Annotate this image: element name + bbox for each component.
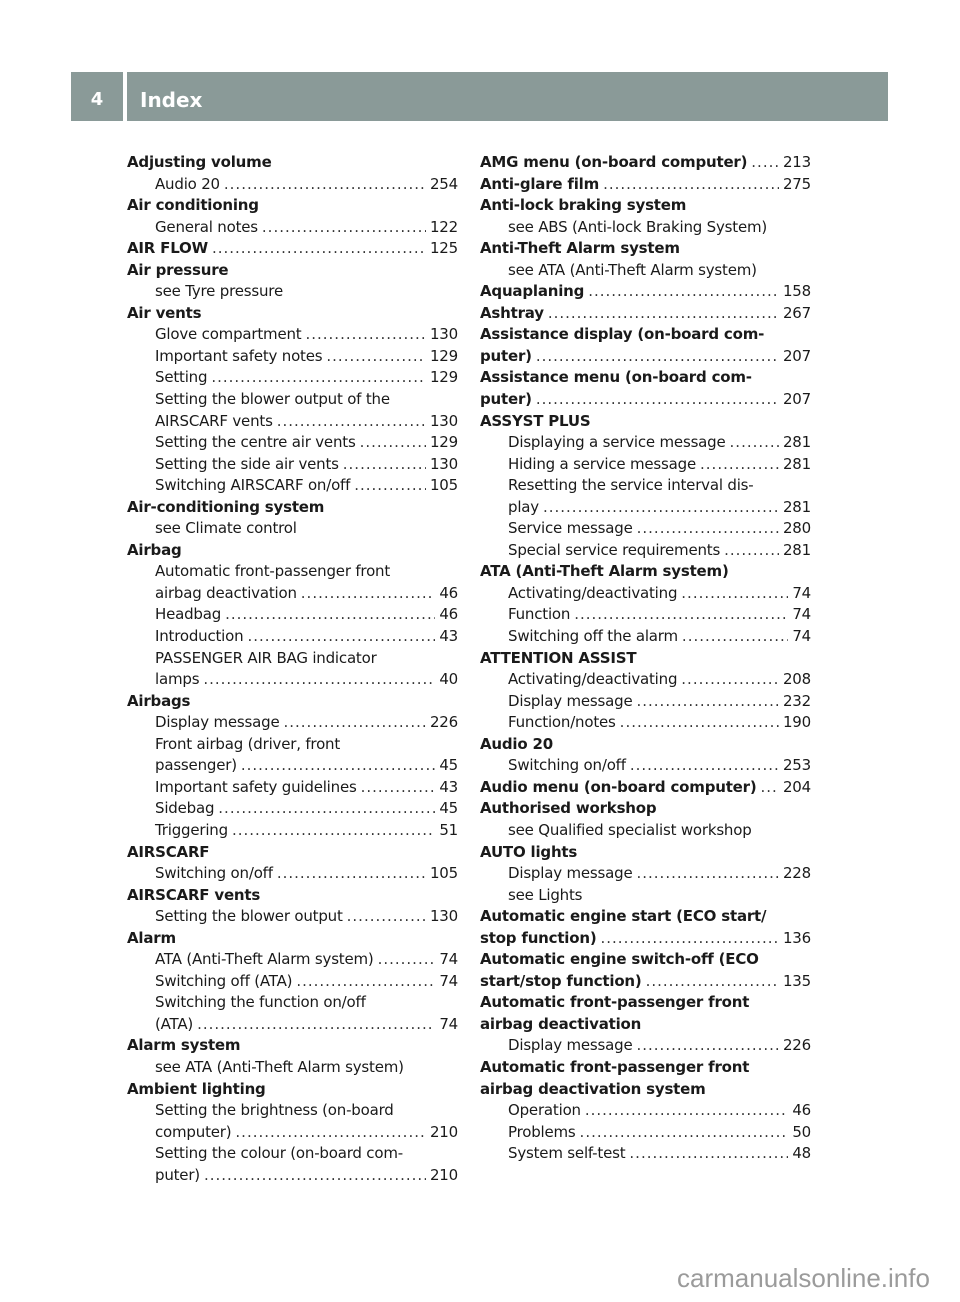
entry-text: AIR FLOW <box>127 239 208 258</box>
page-reference: 228 <box>782 864 811 883</box>
index-heading <box>480 174 811 196</box>
entry-text: Air vents <box>127 303 202 322</box>
entry-text: Authorised workshop <box>480 799 657 818</box>
entry-text: Setting the brightness (on-board <box>155 1101 394 1120</box>
entry-text: Service message <box>508 519 633 538</box>
index-subentry <box>127 648 458 670</box>
entry-text: Setting the blower output <box>155 907 343 926</box>
page-reference: 210 <box>429 1122 458 1141</box>
entry-text: Problems <box>508 1122 576 1141</box>
index-subentry <box>127 863 458 885</box>
entry-text: Alarm system <box>127 1036 241 1055</box>
entry-text: airbag deactivation <box>155 583 297 602</box>
index-heading <box>480 798 811 820</box>
entry-text: Setting the blower output of the <box>155 390 390 409</box>
index-subentry <box>127 755 458 777</box>
page-reference: 204 <box>782 777 811 796</box>
page-reference: 43 <box>439 627 458 646</box>
index-subentry <box>127 324 458 346</box>
dot-leader <box>580 1122 789 1144</box>
entry-text: Triggering <box>155 820 228 839</box>
entry-text: Setting the side air vents <box>155 454 339 473</box>
page-reference: 46 <box>439 583 458 602</box>
index-heading <box>480 949 811 971</box>
index-heading <box>127 928 458 950</box>
page-reference: 51 <box>439 820 458 839</box>
page-reference: 208 <box>782 670 811 689</box>
dot-leader <box>301 583 436 605</box>
index-subentry <box>480 1122 811 1144</box>
entry-text: Assistance menu (on-board com- <box>480 368 752 387</box>
index-subentry <box>127 346 458 368</box>
dot-leader <box>620 712 779 734</box>
dot-leader <box>700 454 779 476</box>
watermark: carmanualsonline.info <box>677 1263 930 1293</box>
index-heading <box>127 497 458 519</box>
entry-text: Activating/deactivating <box>508 583 678 602</box>
entry-text: Automatic front-passenger front <box>155 562 391 581</box>
entry-text: Audio menu (on-board computer) <box>480 777 757 796</box>
entry-text: Switching AIRSCARF on/off <box>155 476 351 495</box>
index-heading <box>480 152 811 174</box>
entry-text: Switching on/off <box>508 756 626 775</box>
entry-text: see Tyre pressure <box>155 282 283 301</box>
entry-text: airbag deactivation <box>480 1014 642 1033</box>
index-subentry <box>127 174 458 196</box>
page-reference: 281 <box>782 433 811 452</box>
page-reference: 46 <box>439 605 458 624</box>
entry-text: Switching off (ATA) <box>155 971 293 990</box>
entry-text: Anti-lock braking system <box>480 196 687 215</box>
dot-leader <box>354 475 426 497</box>
dot-leader <box>224 174 426 196</box>
index-heading <box>480 1057 811 1079</box>
entry-text: Glove compartment <box>155 325 302 344</box>
entry-text: AIRSCARF vents <box>155 411 273 430</box>
dot-leader <box>262 217 426 239</box>
index-heading <box>127 885 458 907</box>
index-subentry <box>127 626 458 648</box>
page-reference: 281 <box>782 454 811 473</box>
entry-text: System self-test <box>508 1144 626 1163</box>
index-subentry <box>127 367 458 389</box>
page-reference: 280 <box>782 519 811 538</box>
entry-text: AMG menu (on-board computer) <box>480 153 748 171</box>
index-subentry <box>127 561 458 583</box>
index-heading <box>480 1079 811 1101</box>
index-subentry <box>127 1165 458 1187</box>
dot-leader <box>277 863 426 885</box>
dot-leader <box>761 777 779 799</box>
entry-text: Ashtray <box>480 303 544 322</box>
entry-text: Headbag <box>155 605 222 624</box>
dot-leader <box>724 540 779 562</box>
entry-text: Display message <box>508 691 633 710</box>
page-reference: 48 <box>792 1144 811 1163</box>
entry-text: Air-conditioning system <box>127 497 325 516</box>
dot-leader <box>343 454 426 476</box>
index-subentry <box>127 820 458 842</box>
entry-text: see Qualified specialist workshop <box>508 820 752 839</box>
dot-leader <box>283 712 425 734</box>
page-reference: 130 <box>429 454 458 473</box>
page-reference: 226 <box>782 1036 811 1055</box>
entry-text: Displaying a service message <box>508 433 726 452</box>
dot-leader <box>536 389 779 411</box>
index-subentry <box>127 949 458 971</box>
page-reference: 281 <box>782 540 811 559</box>
page-reference: 74 <box>792 627 811 646</box>
page-reference: 45 <box>439 799 458 818</box>
page-reference: 122 <box>429 217 458 236</box>
dot-leader <box>603 174 779 196</box>
index-heading <box>480 777 811 799</box>
dot-leader <box>204 1165 426 1187</box>
index-subentry <box>480 518 811 540</box>
page-reference: 232 <box>782 691 811 710</box>
entry-text: puter) <box>155 1165 200 1184</box>
entry-text: (ATA) <box>155 1014 194 1033</box>
entry-text: Setting <box>155 368 208 387</box>
index-subentry <box>480 691 811 713</box>
index-subentry <box>480 712 811 734</box>
entry-text: Special service requirements <box>508 540 721 559</box>
dot-leader <box>277 411 426 433</box>
index-heading <box>480 906 811 928</box>
dot-leader <box>730 432 779 454</box>
dot-leader <box>682 626 788 648</box>
dot-leader <box>636 1035 778 1057</box>
index-heading <box>127 152 458 174</box>
entry-text: Automatic engine switch-off (ECO <box>480 950 759 969</box>
entry-text: airbag deactivation system <box>480 1079 706 1098</box>
index-heading <box>480 324 811 346</box>
index-subentry <box>480 820 811 842</box>
entry-text: Sidebag <box>155 799 215 818</box>
dot-leader <box>326 346 426 368</box>
page-reference: 74 <box>439 950 458 969</box>
index-subentry <box>480 432 811 454</box>
index-heading <box>127 842 458 864</box>
entry-text: Automatic front-passenger front <box>480 993 750 1012</box>
index-heading <box>480 971 811 993</box>
page-reference: 40 <box>439 670 458 689</box>
entry-text: puter) <box>480 346 532 365</box>
index-heading <box>480 367 811 389</box>
index-heading <box>127 260 458 282</box>
index-heading <box>480 195 811 217</box>
entry-text: Setting the centre air vents <box>155 433 356 452</box>
entry-text: passenger) <box>155 756 237 775</box>
page-reference: 210 <box>429 1165 458 1184</box>
index-heading <box>127 303 458 325</box>
index-heading <box>127 540 458 562</box>
entry-text: Resetting the service interval dis- <box>508 476 754 495</box>
index-subentry <box>127 217 458 239</box>
entry-text: ASSYST PLUS <box>480 411 591 430</box>
page-reference: 74 <box>792 583 811 602</box>
dot-leader <box>536 346 779 368</box>
page-reference: 207 <box>782 390 811 409</box>
entry-text: Display message <box>155 713 280 732</box>
entry-text: play <box>508 497 539 516</box>
index-subentry <box>127 432 458 454</box>
index-subentry <box>127 1143 458 1165</box>
entry-text: see ATA (Anti-Theft Alarm system) <box>155 1057 404 1076</box>
index-subentry <box>127 454 458 476</box>
index-heading <box>480 238 811 260</box>
entry-text: Switching on/off <box>155 864 273 883</box>
entry-text: Airbag <box>127 540 182 559</box>
index-subentry <box>480 1100 811 1122</box>
entry-text: Audio 20 <box>155 174 220 193</box>
page-reference: 190 <box>782 713 811 732</box>
index-heading <box>127 238 458 260</box>
dot-leader <box>574 604 788 626</box>
entry-text: computer) <box>155 1122 232 1141</box>
entry-text: Activating/deactivating <box>508 670 678 689</box>
index-subentry <box>480 454 811 476</box>
index-subentry <box>127 1014 458 1036</box>
page-reference: 74 <box>792 605 811 624</box>
index-subentry <box>127 411 458 433</box>
index-heading <box>480 842 811 864</box>
dot-leader <box>636 863 778 885</box>
entry-text: Function <box>508 605 571 624</box>
index-heading <box>480 992 811 1014</box>
dot-leader <box>347 906 426 928</box>
entry-text: Front airbag (driver, front <box>155 734 341 753</box>
index-heading <box>127 1035 458 1057</box>
index-subentry <box>480 1143 811 1165</box>
entry-text: Anti-Theft Alarm system <box>480 239 680 258</box>
index-subentry <box>127 583 458 605</box>
index-heading <box>127 195 458 217</box>
entry-text: Introduction <box>155 627 244 646</box>
dot-leader <box>296 971 435 993</box>
entry-text: Air pressure <box>127 260 229 279</box>
entry-text: ATTENTION ASSIST <box>480 648 637 667</box>
page-reference: 253 <box>782 756 811 775</box>
entry-text: see ABS (Anti-lock Braking System) <box>508 217 768 236</box>
dot-leader <box>211 367 426 389</box>
entry-text: see Climate control <box>155 519 297 538</box>
entry-text: Adjusting volume <box>127 153 272 171</box>
dot-leader <box>218 798 435 820</box>
page-reference: 135 <box>782 971 811 990</box>
page-reference: 281 <box>782 497 811 516</box>
entry-text: Display message <box>508 1036 633 1055</box>
page-reference: 275 <box>782 174 811 193</box>
dot-leader <box>360 432 426 454</box>
index-heading <box>480 346 811 368</box>
entry-text: Airbags <box>127 691 191 710</box>
index-subentry <box>480 885 811 907</box>
index-heading <box>480 648 811 670</box>
dot-leader <box>629 1143 788 1165</box>
entry-text: Ambient lighting <box>127 1079 266 1098</box>
index-heading <box>480 281 811 303</box>
page-reference: 74 <box>439 971 458 990</box>
dot-leader <box>361 777 436 799</box>
dot-leader <box>681 583 788 605</box>
dot-leader <box>646 971 779 993</box>
entry-text: Aquaplaning <box>480 282 585 301</box>
page-reference: 50 <box>792 1122 811 1141</box>
page-reference: 136 <box>782 928 811 947</box>
index-subentry <box>127 798 458 820</box>
entry-text: stop function) <box>480 928 597 947</box>
index-subentry <box>480 583 811 605</box>
dot-leader <box>241 755 435 777</box>
entry-text: lamps <box>155 670 200 689</box>
dot-leader <box>203 669 435 691</box>
page-reference: 43 <box>439 777 458 796</box>
index-subentry <box>127 971 458 993</box>
index-heading <box>480 389 811 411</box>
page-reference: 130 <box>429 907 458 926</box>
index-subentry <box>127 992 458 1014</box>
entry-text: Anti-glare film <box>480 174 600 193</box>
index-subentry <box>480 863 811 885</box>
entry-text: Important safety guidelines <box>155 777 357 796</box>
page-reference: 125 <box>429 239 458 258</box>
dot-leader <box>378 949 436 971</box>
page-reference: 129 <box>429 346 458 365</box>
page-reference: 45 <box>439 756 458 775</box>
dot-leader <box>197 1014 435 1036</box>
entry-text: Assistance display (on-board com- <box>480 325 765 344</box>
index-subentry <box>480 217 811 239</box>
index-subentry <box>480 260 811 282</box>
dot-leader <box>235 1122 426 1144</box>
page-number: 4 <box>71 72 123 121</box>
dot-leader <box>212 238 426 260</box>
index-subentry <box>480 669 811 691</box>
entry-text: start/stop function) <box>480 971 642 990</box>
index-subentry <box>480 604 811 626</box>
page-reference: 207 <box>782 346 811 365</box>
index-subentry <box>127 281 458 303</box>
dot-leader <box>636 691 778 713</box>
index-subentry <box>127 475 458 497</box>
dot-leader <box>543 497 779 519</box>
entry-text: Operation <box>508 1101 581 1120</box>
index-subentry <box>127 389 458 411</box>
page-reference: 158 <box>782 282 811 301</box>
dot-leader <box>247 626 435 648</box>
entry-text: AIRSCARF vents <box>127 885 261 904</box>
index-subentry <box>480 497 811 519</box>
page-reference: 129 <box>429 433 458 452</box>
entry-text: Function/notes <box>508 713 616 732</box>
page-reference: 254 <box>429 174 458 193</box>
dot-leader <box>585 1100 788 1122</box>
entry-text: PASSENGER AIR BAG indicator <box>155 648 377 667</box>
entry-text: Automatic engine start (ECO start/ <box>480 907 767 926</box>
index-subentry <box>127 1122 458 1144</box>
entry-text: Important safety notes <box>155 346 323 365</box>
index-heading <box>127 1079 458 1101</box>
page-reference: 74 <box>439 1014 458 1033</box>
entry-text: puter) <box>480 390 532 409</box>
index-column-left <box>127 152 458 1186</box>
page-reference: 130 <box>429 325 458 344</box>
entry-text: General notes <box>155 217 258 236</box>
index-heading <box>480 561 811 583</box>
index-subentry <box>480 475 811 497</box>
index-subentry <box>127 1100 458 1122</box>
page-reference: 46 <box>792 1101 811 1120</box>
entry-text: AIRSCARF <box>127 842 210 861</box>
dot-leader <box>601 928 779 950</box>
index-subentry <box>127 712 458 734</box>
index-heading <box>480 411 811 433</box>
entry-text: ATA (Anti-Theft Alarm system) <box>480 562 729 581</box>
page-reference: 213 <box>782 153 811 171</box>
dot-leader <box>637 518 779 540</box>
index-heading <box>480 734 811 756</box>
index-subentry <box>480 626 811 648</box>
index-column-right <box>480 152 811 1165</box>
dot-leader <box>548 303 779 325</box>
entry-text: AUTO lights <box>480 842 578 861</box>
page-reference: 130 <box>429 411 458 430</box>
index-subentry <box>480 755 811 777</box>
dot-leader <box>305 324 426 346</box>
entry-text: Air conditioning <box>127 196 259 215</box>
page-reference: 226 <box>429 713 458 732</box>
index-subentry <box>127 1057 458 1079</box>
index-heading <box>480 303 811 325</box>
dot-leader <box>681 669 779 691</box>
index-subentry <box>127 518 458 540</box>
page-reference: 129 <box>429 368 458 387</box>
dot-leader <box>751 152 779 174</box>
entry-text: see Lights <box>508 885 583 904</box>
index-subentry <box>480 1035 811 1057</box>
dot-leader <box>232 820 435 842</box>
entry-text: Display message <box>508 864 633 883</box>
index-subentry <box>127 777 458 799</box>
dot-leader <box>225 604 435 626</box>
index-subentry <box>127 604 458 626</box>
index-subentry <box>127 906 458 928</box>
dot-leader <box>588 281 779 303</box>
entry-text: Hiding a service message <box>508 454 697 473</box>
page-reference: 105 <box>429 864 458 883</box>
entry-text: Switching the function on/off <box>155 993 366 1012</box>
index-subentry <box>480 540 811 562</box>
entry-text: Switching off the alarm <box>508 627 678 646</box>
page-reference: 105 <box>429 476 458 495</box>
entry-text: Setting the colour (on-board com- <box>155 1144 403 1163</box>
entry-text: Alarm <box>127 928 176 947</box>
entry-text: ATA (Anti-Theft Alarm system) <box>155 950 374 969</box>
index-heading <box>127 691 458 713</box>
dot-leader <box>630 755 779 777</box>
section-title: Index <box>127 72 888 121</box>
index-subentry <box>127 669 458 691</box>
entry-text: see ATA (Anti-Theft Alarm system) <box>508 260 757 279</box>
page-reference: 267 <box>782 303 811 322</box>
entry-text: Automatic front-passenger front <box>480 1057 750 1076</box>
index-subentry <box>127 734 458 756</box>
index-heading <box>480 1014 811 1036</box>
entry-text: Audio 20 <box>480 734 553 753</box>
index-heading <box>480 928 811 950</box>
